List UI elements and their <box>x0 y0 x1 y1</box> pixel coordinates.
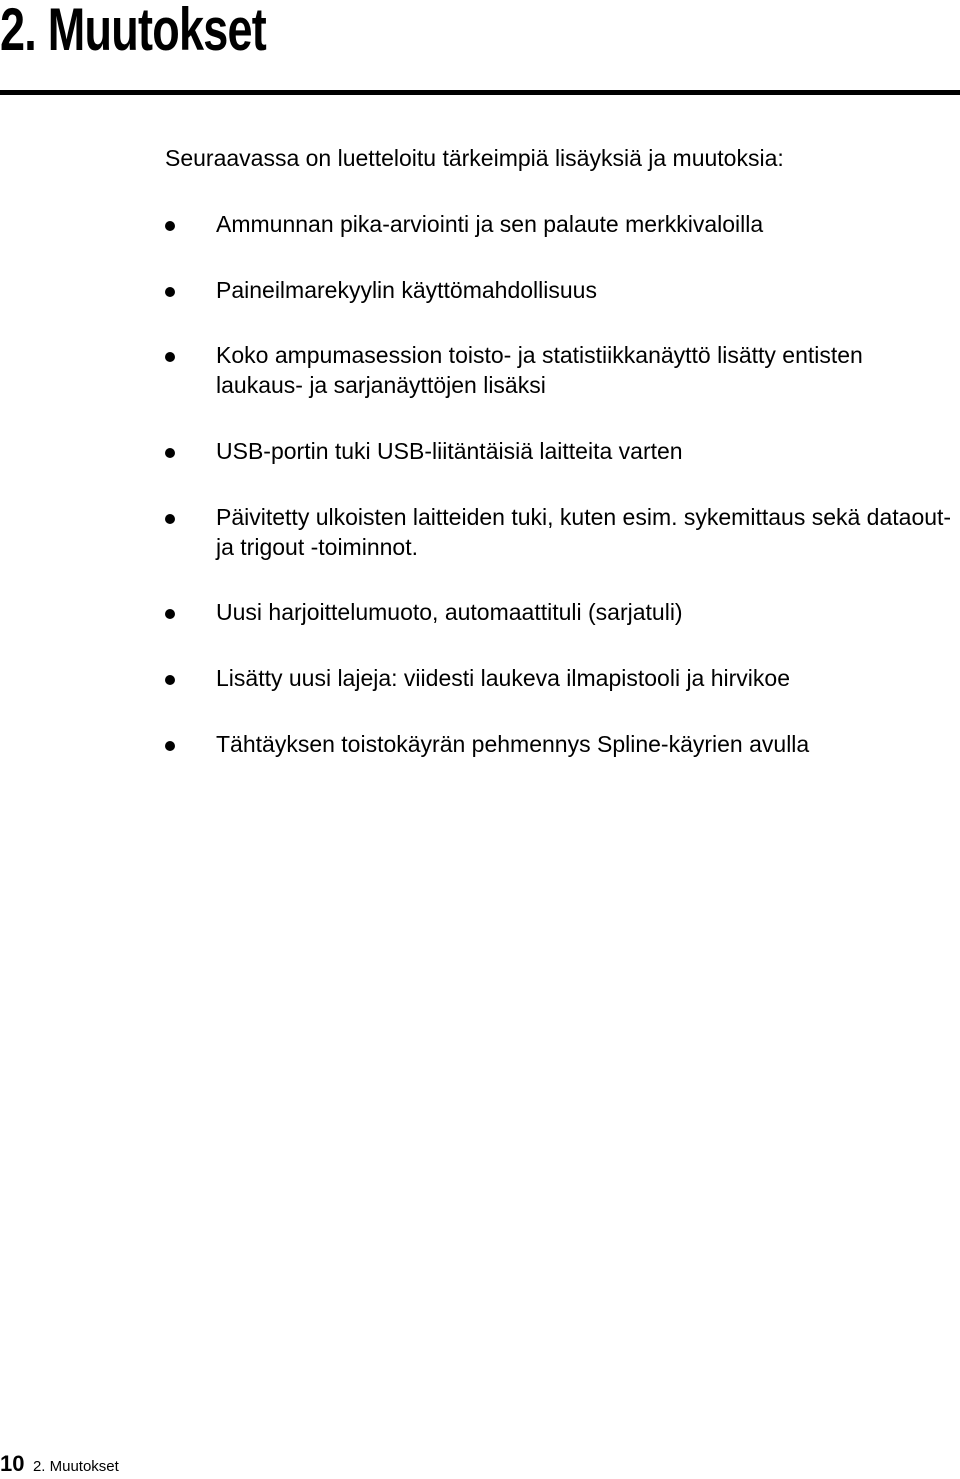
list-item-text: Uusi harjoittelumuoto, automaattituli (sarjatuli) <box>216 599 683 625</box>
bullet-icon <box>165 675 175 685</box>
list-item-text: Päivitetty ulkoisten laitteiden tuki, kuten esim. sykemittaus sekä dataout- ja trigout -toiminnot. <box>216 504 952 560</box>
bullet-icon <box>165 609 175 619</box>
list-item-text: Koko ampumasession toisto- ja statistiikkanäyttö lisätty entisten laukaus- ja sarjanäyttöjen lisäksi <box>216 342 863 398</box>
bullet-icon <box>165 287 175 297</box>
bullet-icon <box>165 514 175 524</box>
list-item-text: Tähtäyksen toistokäyrän pehmennys Spline-käyrien avulla <box>216 731 810 757</box>
bullet-icon <box>165 352 175 362</box>
bullet-icon <box>165 448 175 458</box>
intro-text: Seuraavassa on luetteloitu tärkeimpiä lisäyksiä ja muutoksia: <box>165 145 784 171</box>
page-heading: 2. Muutokset <box>0 0 267 63</box>
list-item-text: Lisätty uusi lajeja: viidesti laukeva ilmapistooli ja hirvikoe <box>216 665 790 691</box>
footer-chapter-title: 2. Muutokset <box>32 1458 119 1475</box>
list-item-text: Ammunnan pika-arviointi ja sen palaute merkkivaloilla <box>216 211 764 237</box>
page-footer <box>0 1452 119 1479</box>
page-number: 10 <box>0 1451 25 1476</box>
bullet-icon <box>165 741 175 751</box>
bullet-icon <box>165 221 175 231</box>
list-item-text: USB-portin tuki USB-liitäntäisiä laitteita varten <box>216 438 683 464</box>
heading-rule <box>0 90 960 95</box>
list-item-text: Paineilmarekyylin käyttömahdollisuus <box>216 277 597 303</box>
